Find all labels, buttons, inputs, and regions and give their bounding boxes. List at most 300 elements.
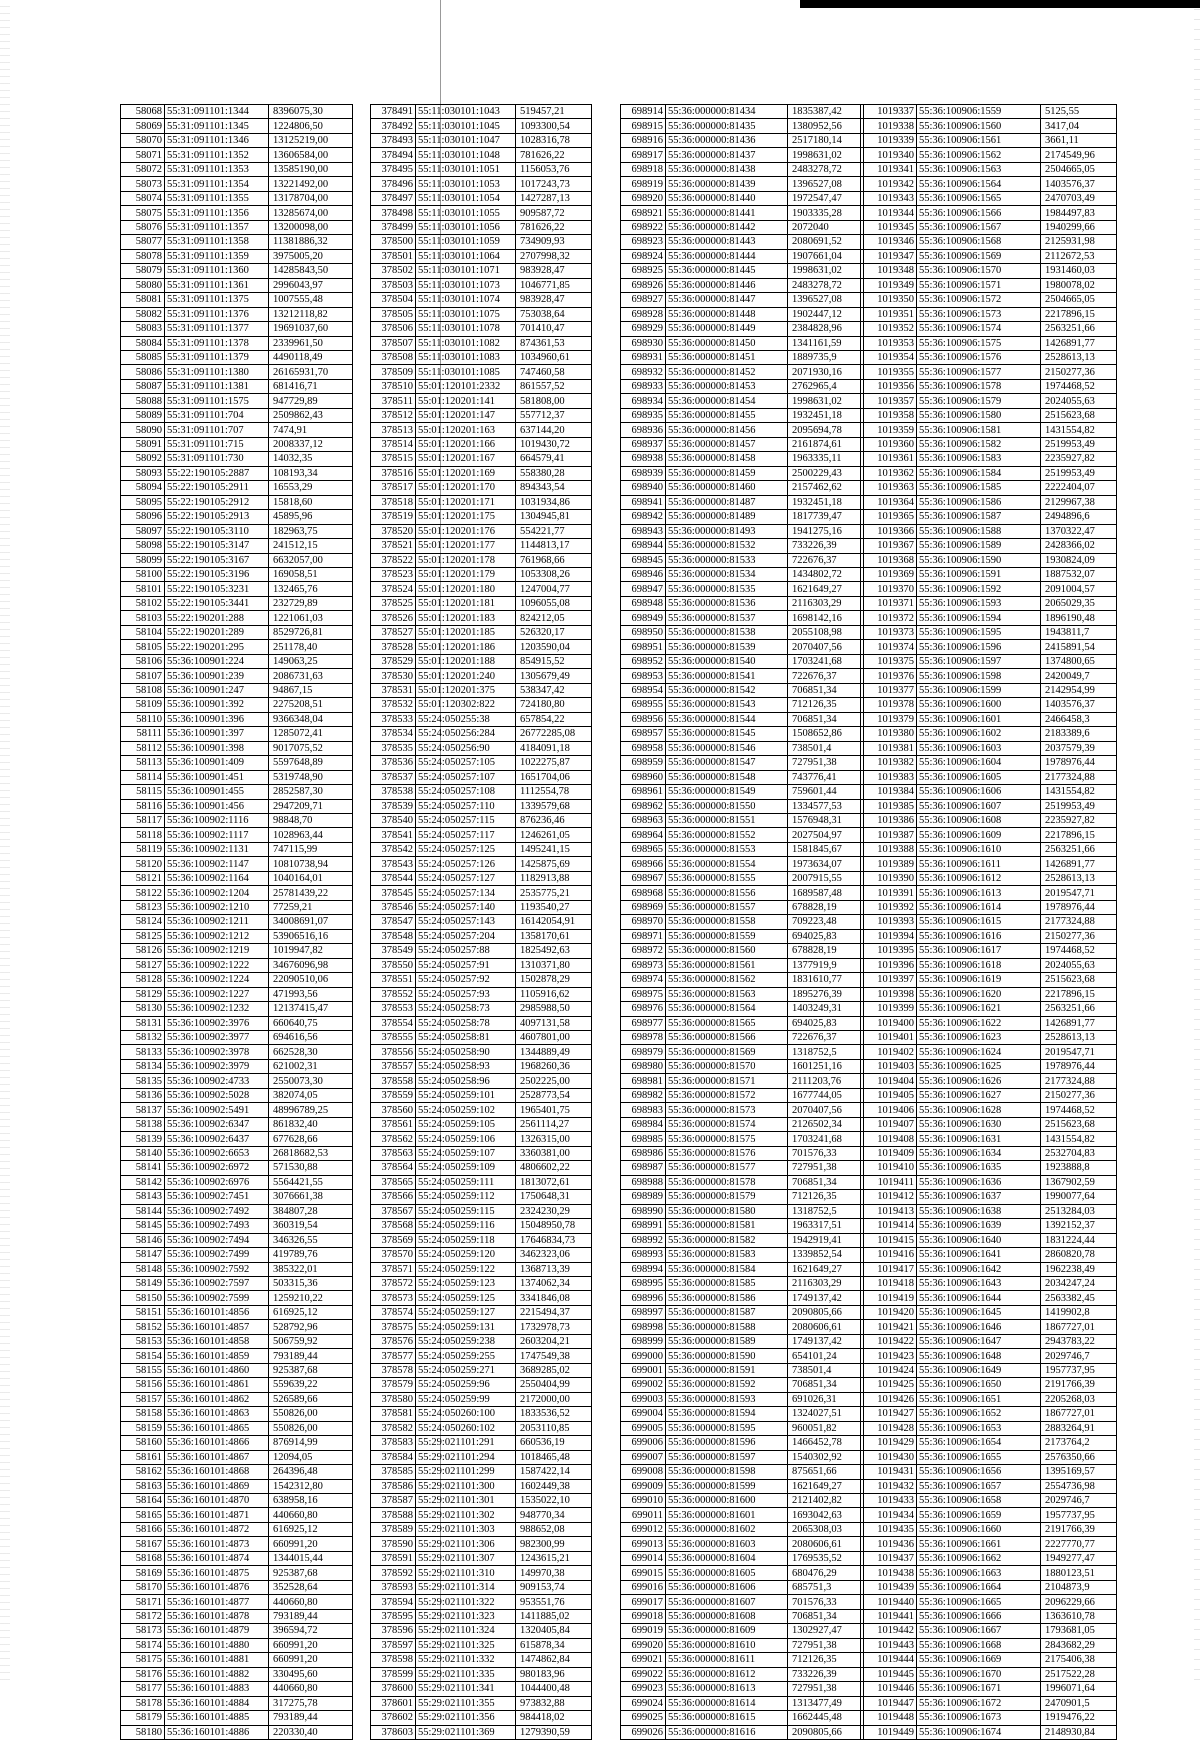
table-row [621,133,864,147]
cadastral-value: 1980078,02 [1041,278,1117,292]
table-row [861,1436,1117,1450]
table-row [621,1349,864,1363]
cadastral-value: 1831224,44 [1041,1233,1117,1247]
cadastral-number: 55:11:030101:1053 [416,177,516,191]
table-row [621,1175,864,1189]
table-row [121,1045,353,1059]
cadastral-number: 55:36:000000:81587 [666,1305,788,1319]
cadastral-value: 734909,93 [516,235,592,249]
table-row [621,886,864,900]
cadastral-value: 983928,47 [516,293,592,307]
cadastral-value: 471993,56 [269,987,353,1001]
cadastral-number: 55:36:000000:81449 [666,322,788,336]
row-number: 699001 [621,1363,666,1377]
cadastral-value: 1324027,51 [788,1407,864,1421]
table-row [861,481,1117,495]
table-row [621,206,864,220]
table-row [861,133,1117,147]
row-number: 378559 [371,1088,416,1102]
cadastral-value: 973832,88 [516,1696,592,1710]
cadastral-value: 2174549,96 [1041,148,1117,162]
cadastral-number: 55:29:021101:306 [416,1537,516,1551]
cadastral-number: 55:24:050257:127 [416,871,516,885]
row-number: 58092 [121,452,165,466]
cadastral-number: 55:36:160101:4867 [165,1450,269,1464]
cadastral-value: 1990077,64 [1041,1190,1117,1204]
row-number: 378533 [371,712,416,726]
cadastral-value: 2112672,53 [1041,249,1117,263]
table-row [371,1378,592,1392]
table-row [121,423,353,437]
table-row [121,857,353,871]
table-row [861,1262,1117,1276]
table-row [861,900,1117,914]
cadastral-value: 1017243,73 [516,177,592,191]
table-row [121,698,353,712]
cadastral-number: 55:36:160101:4876 [165,1580,269,1594]
cadastral-number: 55:36:000000:81441 [666,206,788,220]
cadastral-number: 55:36:100906:1605 [917,770,1041,784]
table-row [371,1479,592,1493]
cadastral-number: 55:36:100901:397 [165,727,269,741]
row-number: 58128 [121,973,165,987]
cadastral-number: 55:01:120201:179 [416,568,516,582]
table-row [121,1436,353,1450]
cadastral-number: 55:36:100906:1646 [917,1320,1041,1334]
table-row [371,1045,592,1059]
row-number: 378509 [371,365,416,379]
table-row [371,1334,592,1348]
row-number: 58129 [121,987,165,1001]
table-row [121,1653,353,1667]
cadastral-value: 1028316,78 [516,133,592,147]
table-row [371,770,592,784]
row-number: 378495 [371,162,416,176]
cadastral-value: 1318752,5 [788,1204,864,1218]
cadastral-value: 2029746,7 [1041,1494,1117,1508]
cadastral-number: 55:36:100906:1562 [917,148,1041,162]
cadastral-number: 55:36:000000:81584 [666,1262,788,1276]
cadastral-number: 55:36:000000:81542 [666,683,788,697]
table-row [371,973,592,987]
cadastral-value: 1942919,41 [788,1233,864,1247]
cadastral-value: 1698142,16 [788,611,864,625]
table-row [861,1305,1117,1319]
cadastral-value: 2008337,12 [269,437,353,451]
row-number: 1019345 [861,220,917,234]
table-row [621,1653,864,1667]
row-number: 698916 [621,133,666,147]
cadastral-number: 55:24:050259:122 [416,1262,516,1276]
table-row [861,1190,1117,1204]
table-row [621,1580,864,1594]
table-row [621,293,864,307]
row-number: 58162 [121,1465,165,1479]
cadastral-value: 4607801,00 [516,1031,592,1045]
cadastral-number: 55:36:100901:456 [165,799,269,813]
row-number: 378595 [371,1609,416,1623]
table-row [861,741,1117,755]
row-number: 378516 [371,466,416,480]
cadastral-number: 55:36:000000:81446 [666,278,788,292]
table-row [861,452,1117,466]
row-number: 378549 [371,944,416,958]
cadastral-value: 1313477,49 [788,1696,864,1710]
cadastral-number: 55:22:190201:288 [165,611,269,625]
cadastral-number: 55:36:100906:1671 [917,1682,1041,1696]
row-number: 58144 [121,1204,165,1218]
cadastral-value: 98848,70 [269,813,353,827]
cadastral-value: 1466452,78 [788,1436,864,1450]
row-number: 698960 [621,770,666,784]
cadastral-number: 55:36:000000:81558 [666,915,788,929]
cadastral-number: 55:29:021101:323 [416,1609,516,1623]
cadastral-value: 77259,21 [269,900,353,914]
table-row [121,1175,353,1189]
cadastral-value: 1907661,04 [788,249,864,263]
cadastral-value: 2500229,43 [788,466,864,480]
table-row [371,1291,592,1305]
cadastral-number: 55:36:100906:1662 [917,1551,1041,1565]
cadastral-value: 2217896,15 [1041,828,1117,842]
table-row [861,669,1117,683]
cadastral-value: 694616,56 [269,1031,353,1045]
row-number: 58172 [121,1609,165,1623]
table-row [861,1074,1117,1088]
table-row [861,350,1117,364]
table-row [621,785,864,799]
cadastral-number: 55:36:000000:81550 [666,799,788,813]
table-row [621,510,864,524]
table-row [371,1667,592,1681]
cadastral-value: 1358170,61 [516,929,592,943]
cadastral-value: 1105916,62 [516,987,592,1001]
cadastral-value: 2275208,51 [269,698,353,712]
cadastral-number: 55:36:100902:3977 [165,1031,269,1045]
cadastral-number: 55:36:000000:81457 [666,437,788,451]
cadastral-number: 55:36:100906:1578 [917,379,1041,393]
table-row [371,712,592,726]
cadastral-value: 2080606,61 [788,1537,864,1551]
table-row [371,886,592,900]
cadastral-value: 947729,89 [269,394,353,408]
row-number: 698934 [621,394,666,408]
row-number: 378524 [371,582,416,596]
table-row [861,1580,1117,1594]
row-number: 378514 [371,437,416,451]
table-row [121,770,353,784]
row-number: 698957 [621,727,666,741]
row-number: 58091 [121,437,165,451]
cadastral-value: 1902447,12 [788,307,864,321]
cadastral-value: 1363610,78 [1041,1609,1117,1623]
table-row [371,539,592,553]
cadastral-value: 1581845,67 [788,842,864,856]
cadastral-number: 55:01:120201:180 [416,582,516,596]
table-row [371,1219,592,1233]
cadastral-number: 55:01:120201:183 [416,611,516,625]
row-number: 378562 [371,1132,416,1146]
row-number: 378515 [371,452,416,466]
table-row [371,553,592,567]
table-row [861,1363,1117,1377]
table-row [621,568,864,582]
row-number: 1019401 [861,1031,917,1045]
row-number: 58161 [121,1450,165,1464]
cadastral-number: 55:31:091101:704 [165,408,269,422]
table-row [371,1132,592,1146]
cadastral-value: 2420049,7 [1041,669,1117,683]
row-number: 698958 [621,741,666,755]
table-row [371,495,592,509]
row-number: 378496 [371,177,416,191]
cadastral-value: 662528,30 [269,1045,353,1059]
cadastral-value: 1750648,31 [516,1190,592,1204]
row-number: 1019375 [861,654,917,668]
row-number: 699006 [621,1436,666,1450]
cadastral-number: 55:36:100902:1147 [165,857,269,871]
table-row [371,1175,592,1189]
cadastral-value: 1973634,07 [788,857,864,871]
cadastral-value: 48996789,25 [269,1103,353,1117]
row-number: 378598 [371,1653,416,1667]
table-row [121,987,353,1001]
table-row [621,1117,864,1131]
cadastral-value: 528792,96 [269,1320,353,1334]
table-row [621,944,864,958]
cadastral-number: 55:24:050257:125 [416,842,516,856]
table-row [621,900,864,914]
row-number: 698942 [621,510,666,524]
cadastral-number: 55:36:100906:1607 [917,799,1041,813]
row-number: 1019448 [861,1711,917,1725]
table-row [861,1407,1117,1421]
cadastral-value: 1304945,81 [516,510,592,524]
cadastral-value: 2150277,36 [1041,1088,1117,1102]
cadastral-number: 55:36:100906:1587 [917,510,1041,524]
cadastral-value: 660991,20 [269,1638,353,1652]
cadastral-number: 55:36:100906:1559 [917,105,1041,119]
cadastral-value: 727951,38 [788,1638,864,1652]
cadastral-value: 2235927,82 [1041,813,1117,827]
table-row [861,1117,1117,1131]
cadastral-value: 1957737,95 [1041,1363,1117,1377]
row-number: 1019387 [861,828,917,842]
table-row [861,1161,1117,1175]
cadastral-number: 55:24:050257:108 [416,785,516,799]
table-row [371,394,592,408]
table-row [121,871,353,885]
cadastral-number: 55:36:100906:1588 [917,524,1041,538]
row-number: 58145 [121,1219,165,1233]
cadastral-number: 55:29:021101:355 [416,1696,516,1710]
table-row [861,842,1117,856]
row-number: 1019351 [861,307,917,321]
cadastral-number: 55:36:000000:81444 [666,249,788,263]
table-row [121,177,353,191]
cadastral-value: 1426891,77 [1041,336,1117,350]
table-row [621,1291,864,1305]
table-row [121,973,353,987]
row-number: 58164 [121,1494,165,1508]
row-number: 1019446 [861,1682,917,1696]
row-number: 378544 [371,871,416,885]
row-number: 698990 [621,1204,666,1218]
cadastral-value: 557712,37 [516,408,592,422]
table-row [621,929,864,943]
cadastral-number: 55:36:000000:81591 [666,1363,788,1377]
cadastral-number: 55:22:190105:3231 [165,582,269,596]
cadastral-number: 55:24:050259:111 [416,1175,516,1189]
row-number: 378547 [371,915,416,929]
row-number: 1019353 [861,336,917,350]
row-number: 378588 [371,1508,416,1522]
table-row [371,669,592,683]
table-row [371,452,592,466]
table-row [371,900,592,914]
row-number: 378527 [371,625,416,639]
cadastral-number: 55:36:100906:1626 [917,1074,1041,1088]
cadastral-value: 2519953,49 [1041,466,1117,480]
cadastral-number: 55:31:091101:1375 [165,293,269,307]
cadastral-number: 55:24:050257:204 [416,929,516,943]
cadastral-value: 2532704,83 [1041,1146,1117,1160]
cadastral-number: 55:36:100901:409 [165,756,269,770]
cadastral-value: 1978976,44 [1041,900,1117,914]
table-row [861,1624,1117,1638]
cadastral-number: 55:36:160101:4856 [165,1305,269,1319]
table-row [621,1494,864,1508]
table-row [861,1219,1117,1233]
table-row [861,1494,1117,1508]
cadastral-number: 55:31:091101:1380 [165,365,269,379]
row-number: 1019338 [861,119,917,133]
cadastral-number: 55:29:021101:303 [416,1522,516,1536]
cadastral-value: 12137415,47 [269,1002,353,1016]
cadastral-number: 55:11:030101:1064 [416,249,516,263]
cadastral-value: 1978976,44 [1041,1059,1117,1073]
cadastral-number: 55:24:050259:123 [416,1276,516,1290]
row-number: 698952 [621,654,666,668]
table-row [861,1276,1117,1290]
row-number: 1019400 [861,1016,917,1030]
row-number: 1019404 [861,1074,917,1088]
table-row [371,1421,592,1435]
table-row [371,1392,592,1406]
row-number: 698998 [621,1320,666,1334]
row-number: 1019365 [861,510,917,524]
table-row [121,1320,353,1334]
cadastral-value: 727951,38 [788,1682,864,1696]
row-number: 1019380 [861,727,917,741]
row-number: 378491 [371,105,416,119]
cadastral-number: 55:36:000000:81543 [666,698,788,712]
table-row [621,712,864,726]
cadastral-value: 25781439,22 [269,886,353,900]
row-number: 58101 [121,582,165,596]
cadastral-number: 55:24:050259:102 [416,1103,516,1117]
row-number: 58111 [121,727,165,741]
cadastral-number: 55:01:120101:2332 [416,379,516,393]
cadastral-value: 538347,42 [516,683,592,697]
table-row [121,307,353,321]
cadastral-number: 55:29:021101:324 [416,1624,516,1638]
cadastral-value: 2515623,68 [1041,973,1117,987]
row-number: 698949 [621,611,666,625]
cadastral-value: 909587,72 [516,206,592,220]
cadastral-number: 55:24:050259:99 [416,1392,516,1406]
row-number: 58088 [121,394,165,408]
row-number: 698926 [621,278,666,292]
table-row [121,437,353,451]
table-row [621,669,864,683]
table-row [371,871,592,885]
table-row [371,119,592,133]
table-row [371,842,592,856]
cadastral-value: 1957737,95 [1041,1508,1117,1522]
row-number: 698928 [621,307,666,321]
cadastral-value: 706851,34 [788,1609,864,1623]
row-number: 58115 [121,785,165,799]
cadastral-value: 1747549,38 [516,1349,592,1363]
cadastral-number: 55:01:120201:186 [416,640,516,654]
cadastral-value: 1998631,02 [788,264,864,278]
cadastral-value: 621002,31 [269,1059,353,1073]
cadastral-number: 55:29:021101:300 [416,1479,516,1493]
cadastral-value: 558380,28 [516,466,592,480]
table-row [371,611,592,625]
row-number: 699000 [621,1349,666,1363]
table-row [371,582,592,596]
cadastral-value: 1587422,14 [516,1465,592,1479]
row-number: 378586 [371,1479,416,1493]
row-number: 378522 [371,553,416,567]
row-number: 1019343 [861,191,917,205]
cadastral-number: 55:36:100906:1572 [917,293,1041,307]
table-row [621,582,864,596]
table-row [621,987,864,1001]
table-row [371,336,592,350]
cadastral-number: 55:36:100902:1204 [165,886,269,900]
row-number: 1019361 [861,452,917,466]
row-number: 58090 [121,423,165,437]
table-row [371,1407,592,1421]
cadastral-value: 1949277,47 [1041,1551,1117,1565]
row-number: 58094 [121,481,165,495]
row-number: 58079 [121,264,165,278]
row-number: 1019443 [861,1638,917,1652]
cadastral-number: 55:36:100906:1642 [917,1262,1041,1276]
row-number: 378558 [371,1074,416,1088]
cadastral-value: 182963,75 [269,524,353,538]
cadastral-value: 1542312,80 [269,1479,353,1493]
row-number: 698947 [621,582,666,596]
row-number: 1019384 [861,785,917,799]
row-number: 1019422 [861,1334,917,1348]
cadastral-number: 55:36:100906:1569 [917,249,1041,263]
table-row [121,322,353,336]
cadastral-number: 55:36:000000:81595 [666,1421,788,1435]
cadastral-value: 2205268,03 [1041,1392,1117,1406]
cadastral-number: 55:22:190201:289 [165,625,269,639]
table-row [621,828,864,842]
table-row [861,1421,1117,1435]
cadastral-number: 55:36:100906:1654 [917,1436,1041,1450]
cadastral-number: 55:36:000000:81549 [666,785,788,799]
cadastral-value: 712126,35 [788,1190,864,1204]
table-row [371,958,592,972]
cadastral-value: 983928,47 [516,264,592,278]
